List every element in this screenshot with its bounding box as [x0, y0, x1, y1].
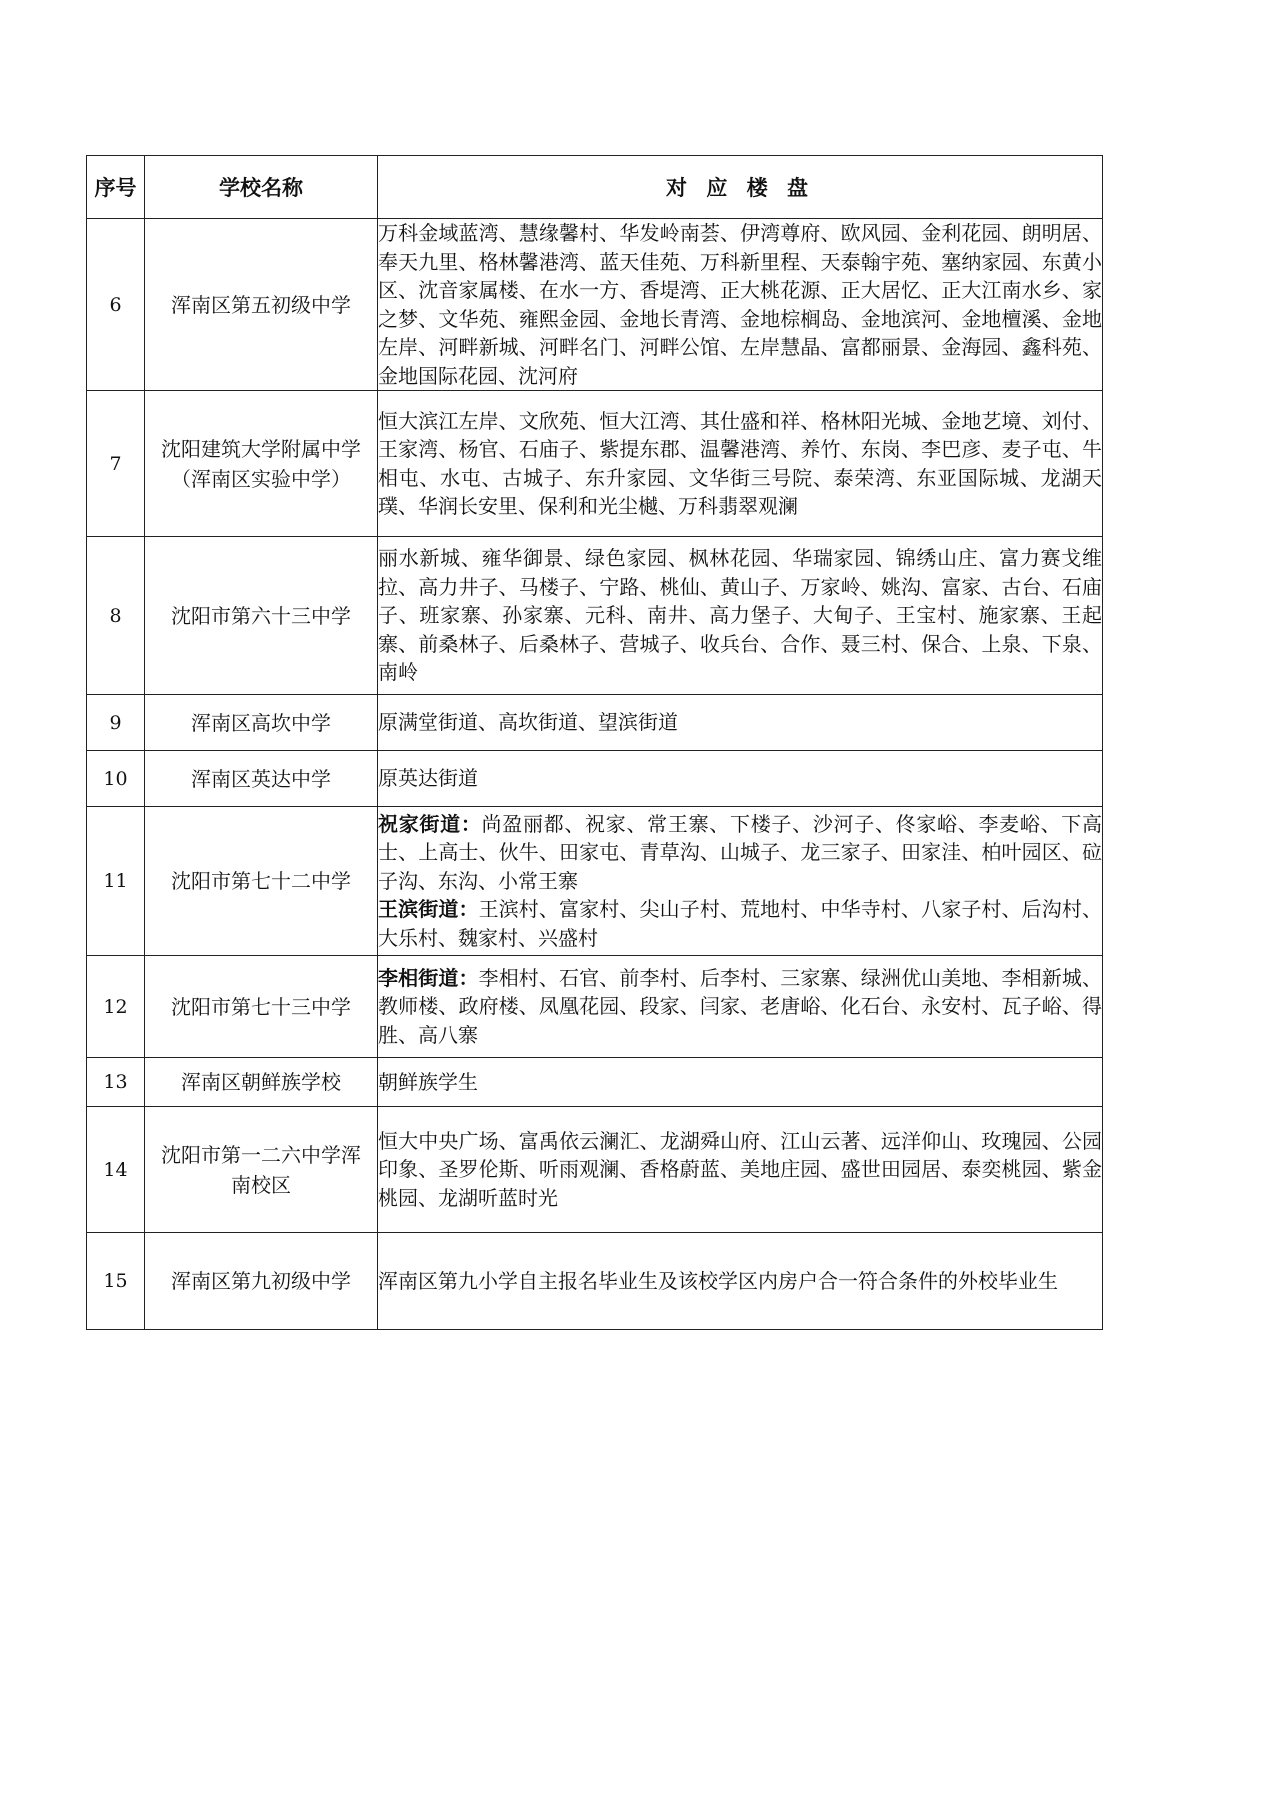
- estates-text: 原英达街道: [378, 766, 478, 791]
- estates-segment: [378, 407, 1102, 521]
- school-name-line: 浑南区英达中学: [191, 766, 331, 791]
- school-name-line: 沈阳市第七十三中学: [171, 994, 351, 1019]
- table-row: [87, 1058, 1103, 1107]
- school-name-line: （浑南区实验中学）: [171, 466, 351, 491]
- estates-cell: [378, 956, 1103, 1058]
- estates-segment: [378, 544, 1102, 687]
- estates-text: 恒大滨江左岸、文欣苑、恒大江湾、其仕盛和祥、格林阳光城、金地艺境、刘付、王家湾、杨官、石庙子、紫提东郡、温馨港湾、养竹、东岗、李巴彦、麦子屯、牛相屯、水屯、古城子、东升家园、文华街三号院、泰荣湾、东亚国际城、龙湖天璞、华润长安里、保利和光尘樾、万科翡翠观澜: [378, 408, 1102, 518]
- estates-text: 丽水新城、雍华御景、绿色家园、枫林花园、华瑞家园、锦绣山庄、富力赛戈维拉、高力井子、马楼子、宁路、桃仙、黄山子、万家岭、姚沟、富家、古台、石庙子、班家寨、孙家寨、元科、南井、高力堡子、大甸子、王宝村、施家寨、王起寨、前桑林子、后桑林子、营城子、收兵台、合作、聂三村、保合、上泉、下泉、南岭: [378, 546, 1102, 685]
- estates-segment: [378, 708, 1102, 737]
- estates-segment: [378, 964, 1102, 1050]
- school-name-line: 浑南区高坎中学: [191, 710, 331, 735]
- district-label: 李相街道：: [378, 965, 479, 990]
- estates-text: 李相村、石官、前李村、后李村、三家寨、绿洲优山美地、李相新城、教师楼、政府楼、凤凰花园、段家、闫家、老唐峪、化石台、永安村、瓦子峪、得胜、高八寨: [378, 965, 1103, 1047]
- estates-text: 恒大中央广场、富禹依云澜汇、龙湖舜山府、江山云著、远洋仰山、玫瑰园、公园印象、圣罗伦斯、听雨观澜、香格蔚蓝、美地庄园、盛世田园居、泰奕桃园、紫金桃园、龙湖听蓝时光: [378, 1128, 1102, 1210]
- header-row: [87, 156, 1103, 219]
- school-name-cell: [145, 391, 378, 537]
- estates-cell: [378, 751, 1103, 807]
- table-row: [87, 391, 1103, 537]
- district-label: 祝家街道：: [378, 811, 482, 836]
- estates-cell: [378, 219, 1103, 391]
- estates-segment: [378, 810, 1102, 896]
- row-number: 12: [87, 956, 145, 1058]
- school-name-line: 浑南区第五初级中学: [171, 292, 351, 317]
- estates-segment: [378, 1068, 1102, 1097]
- school-name-line: 沈阳市第六十三中学: [171, 603, 351, 628]
- estates-cell: [378, 391, 1103, 537]
- estates-text: 万科金域蓝湾、慧缘馨村、华发岭南荟、伊湾尊府、欧风园、金利花园、朗明居、奉天九里、格林馨港湾、蓝天佳苑、万科新里程、天泰翰宇苑、塞纳家园、东黄小区、沈音家属楼、在水一方、香堤湾、正大桃花源、正大居忆、正大江南水乡、家之梦、文华苑、雍熙金园、金地长青湾、金地棕榈岛、金地滨河、金地檀溪、金地左岸、河畔新城、河畔名门、河畔公馆、左岸慧晶、富都丽景、金海园、鑫科苑、金地国际花园、沈河府: [378, 221, 1102, 388]
- school-name-cell: [145, 1107, 378, 1233]
- school-name-cell: [145, 1233, 378, 1330]
- school-name-cell: [145, 751, 378, 807]
- estates-text: 尚盈丽都、祝家、常王寨、下楼子、沙河子、佟家峪、李麦峪、下高士、上高士、伙牛、田家屯、青草沟、山城子、龙三家子、田家洼、柏叶园区、砬子沟、东沟、小常王寨: [378, 811, 1103, 893]
- school-name-line: 浑南区第九初级中学: [171, 1269, 351, 1293]
- school-name-cell: [145, 1058, 378, 1107]
- row-number: 6: [87, 219, 145, 391]
- table-row: [87, 1233, 1103, 1330]
- estates-segment: [378, 1127, 1102, 1213]
- header-number: 序号: [87, 156, 145, 219]
- table-row: [87, 219, 1103, 391]
- header-school-name: 学校名称: [145, 156, 378, 219]
- row-number: 9: [87, 695, 145, 751]
- estates-cell: [378, 537, 1103, 695]
- estates-segment: [378, 895, 1102, 952]
- header-estates: 对 应 楼 盘: [378, 156, 1103, 219]
- row-number: 7: [87, 391, 145, 537]
- school-name-line: 浑南区朝鲜族学校: [181, 1070, 341, 1094]
- table-body: [87, 219, 1103, 1330]
- row-number: 11: [87, 807, 145, 956]
- table-row: [87, 1107, 1103, 1233]
- row-number: 10: [87, 751, 145, 807]
- table-row: [87, 807, 1103, 956]
- estates-cell: [378, 1058, 1103, 1107]
- estates-text: 原满堂街道、高坎街道、望滨街道: [378, 710, 678, 735]
- estates-cell: [378, 695, 1103, 751]
- school-name-cell: [145, 537, 378, 695]
- table-row: [87, 956, 1103, 1058]
- estates-cell: [378, 807, 1103, 956]
- estates-text: 朝鲜族学生: [378, 1069, 478, 1094]
- estates-segment: [378, 1267, 1102, 1296]
- estates-text: 王滨村、富家村、尖山子村、荒地村、中华寺村、八家子村、后沟村、大乐村、魏家村、兴盛村: [378, 897, 1103, 950]
- school-name-line: 南校区: [231, 1172, 291, 1197]
- estates-cell: [378, 1107, 1103, 1233]
- school-name-line: 沈阳市第七十二中学: [171, 869, 351, 893]
- estates-text: 浑南区第九小学自主报名毕业生及该校学区内房户合一符合条件的外校毕业生: [378, 1268, 1058, 1293]
- row-number: 15: [87, 1233, 145, 1330]
- table-row: [87, 537, 1103, 695]
- school-name-cell: [145, 807, 378, 956]
- school-assignment-table: [86, 155, 1103, 1330]
- table-row: [87, 751, 1103, 807]
- row-number: 14: [87, 1107, 145, 1233]
- row-number: 8: [87, 537, 145, 695]
- estates-segment: [378, 219, 1102, 390]
- school-name-line: 沈阳建筑大学附属中学: [161, 436, 361, 461]
- school-name-cell: [145, 956, 378, 1058]
- row-number: 13: [87, 1058, 145, 1107]
- estates-cell: [378, 1233, 1103, 1330]
- district-label: 王滨街道：: [378, 897, 479, 922]
- table-row: [87, 695, 1103, 751]
- school-name-cell: [145, 695, 378, 751]
- estates-segment: [378, 764, 1102, 793]
- school-name-cell: [145, 219, 378, 391]
- school-name-line: 沈阳市第一二六中学浑: [161, 1142, 361, 1167]
